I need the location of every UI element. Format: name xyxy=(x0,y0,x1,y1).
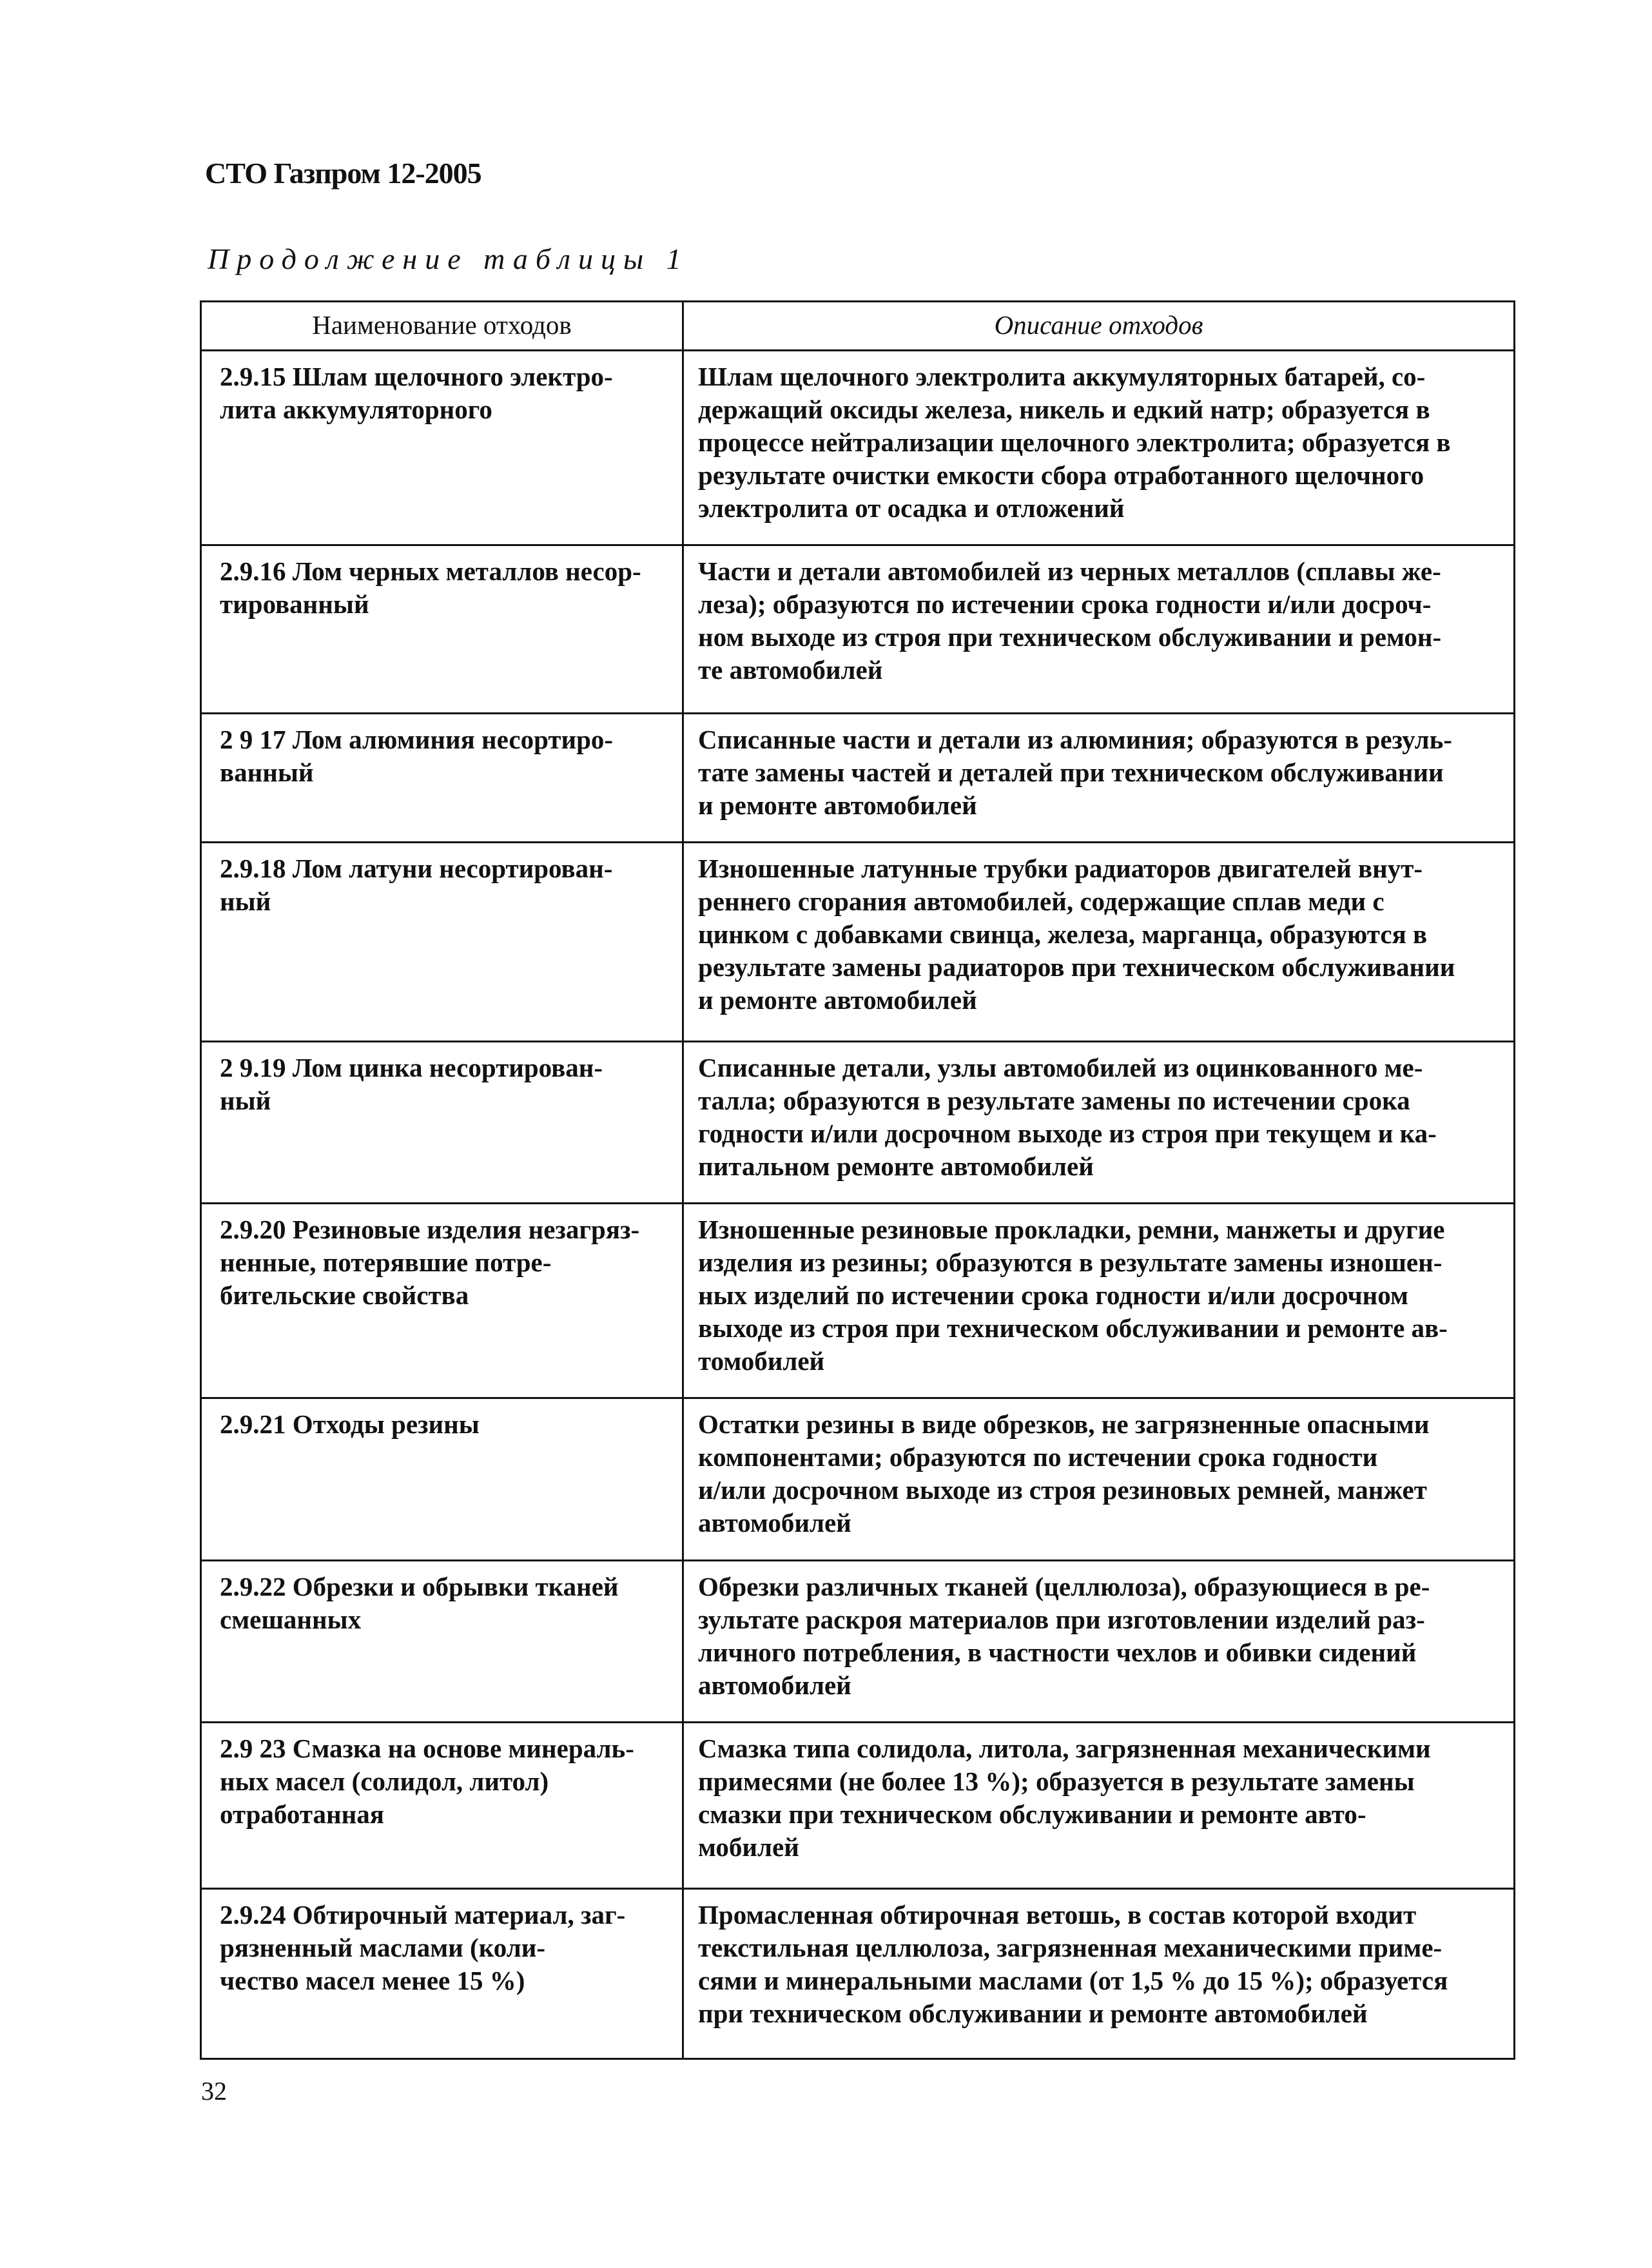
waste-description: Обрезки различных тканей (целлюлоза), образующиеся в ре- зультате раскроя материалов при изготовлении изделий раз- личного потребления, в частности чехлов и обивки сидений автомобилей xyxy=(683,1561,1515,1723)
waste-name: 2.9.16 Лом черных металлов несор- тированный xyxy=(201,545,683,714)
table-row xyxy=(201,545,1515,714)
waste-description: Промасленная обтирочная ветошь, в состав которой входит текстильная целлюлоза, загрязненная механическими приме- сями и минеральными маслами (от 1,5 % до 15 %); образуется при техническом обслуживании и ремонте автомобилей xyxy=(683,1889,1515,2059)
waste-name: 2.9 23 Смазка на основе минераль- ных масел (солидол, литол) отработанная xyxy=(201,1723,683,1889)
waste-description: Смазка типа солидола, литола, загрязненная механическими примесями (не более 13 %); образуется в результате замены смазки при техническом обслуживании и ремонте авто- мобилей xyxy=(683,1723,1515,1889)
table-row xyxy=(201,351,1515,545)
waste-description: Части и детали автомобилей из черных металлов (сплавы же- леза); образуются по истечении срока годности и/или досроч- ном выходе из строя при техническом обслуживании и ремон- те автомобилей xyxy=(683,545,1515,714)
waste-name: 2 9.19 Лом цинка несортирован- ный xyxy=(201,1042,683,1204)
waste-table xyxy=(200,300,1515,2060)
waste-name: 2.9.22 Обрезки и обрывки тканей смешанных xyxy=(201,1561,683,1723)
waste-name: 2.9.18 Лом латуни несортирован- ный xyxy=(201,843,683,1042)
column-header-description: Описание отходов xyxy=(683,302,1515,351)
waste-name: 2.9.15 Шлам щелочного электро- лита аккумуляторного xyxy=(201,351,683,545)
waste-description: Шлам щелочного электролита аккумуляторных батарей, со- держащий оксиды железа, никель и едкий натр; образуется в процессе нейтрализации щелочного электролита; образуется в результате очистки емкости сбора отработанного щелочного электролита от осадка и отложений xyxy=(683,351,1515,545)
table-row xyxy=(201,1398,1515,1561)
waste-description: Списанные детали, узлы автомобилей из оцинкованного ме- талла; образуются в результате замены по истечении срока годности и/или досрочном выходе из строя при текущем и ка- питальном ремонте автомобилей xyxy=(683,1042,1515,1204)
table-row xyxy=(201,1889,1515,2059)
waste-name: 2.9.20 Резиновые изделия незагряз- ненные, потерявшие потре- бительские свойства xyxy=(201,1204,683,1398)
waste-description: Остатки резины в виде обрезков, не загрязненные опасными компонентами; образуются по истечении срока годности и/или досрочном выходе из строя резиновых ремней, манжет автомобилей xyxy=(683,1398,1515,1561)
table-row xyxy=(201,1723,1515,1889)
page-number: 32 xyxy=(201,2077,227,2106)
waste-description: Списанные части и детали из алюминия; образуются в резуль- тате замены частей и деталей при техническом обслуживании и ремонте автомобилей xyxy=(683,714,1515,843)
document-code: СТО Газпром 12-2005 xyxy=(205,157,481,190)
waste-description: Изношенные латунные трубки радиаторов двигателей внут- реннего сгорания автомобилей, содержащие сплав меди с цинком с добавками свинца, железа, марганца, образуются в результате замены радиаторов при техническом обслуживании и ремонте автомобилей xyxy=(683,843,1515,1042)
waste-name: 2.9.24 Обтирочный материал, заг- рязненный маслами (коли- чество масел менее 15 %) xyxy=(201,1889,683,2059)
table-row xyxy=(201,1204,1515,1398)
table-row xyxy=(201,1042,1515,1204)
table-row xyxy=(201,1561,1515,1723)
waste-description: Изношенные резиновые прокладки, ремни, манжеты и другие изделия из резины; образуются в результате замены изношен- ных изделий по истечении срока годности и/или досрочном выходе из строя при техническом обслуживании и ремонте ав- томобилей xyxy=(683,1204,1515,1398)
table-row xyxy=(201,714,1515,843)
waste-name: 2 9 17 Лом алюминия несортиро- ванный xyxy=(201,714,683,843)
table-header-row xyxy=(201,302,1515,351)
table-continuation-caption: Продолжение таблицы 1 xyxy=(208,242,689,275)
waste-name: 2.9.21 Отходы резины xyxy=(201,1398,683,1561)
column-header-name: Наименование отходов xyxy=(201,302,683,351)
table-row xyxy=(201,843,1515,1042)
